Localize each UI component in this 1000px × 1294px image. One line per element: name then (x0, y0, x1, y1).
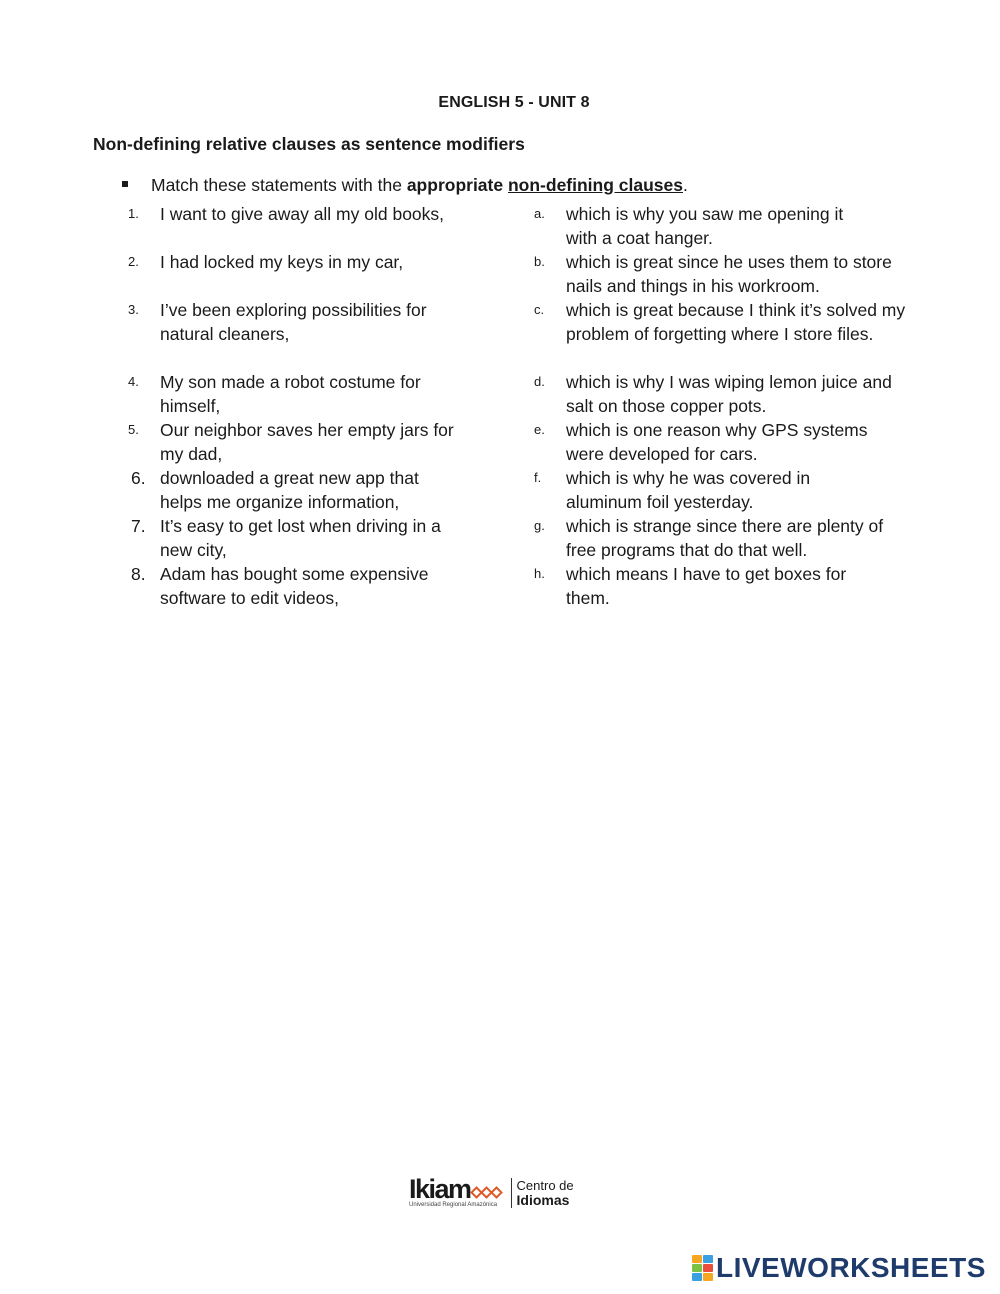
clause-text: which is great because I think it’s solved my problem of forgetting where I store files. (566, 300, 906, 344)
section-heading: Non-defining relative clauses as sentence modifiers (93, 134, 525, 154)
centro-bottom: Idiomas (516, 1192, 570, 1208)
logo-divider (511, 1178, 512, 1208)
statement-text: I had locked my keys in my car, (160, 252, 404, 272)
liveworksheets-blocks-icon (692, 1255, 713, 1281)
statement-number: 8. (131, 564, 146, 584)
clause-text: which is why I was wiping lemon juice and salt on those copper pots. (566, 372, 892, 416)
instruction-prefix: Match these statements with the (151, 175, 407, 195)
clause-item (534, 514, 901, 562)
statement-text: downloaded a great new app that helps me organize information, (160, 468, 419, 512)
statement-number: 2. (128, 254, 139, 269)
clause-letter: f. (534, 470, 542, 485)
clause-text: which is why he was covered in aluminum foil yesterday. (566, 468, 811, 512)
clause-text: which is strange since there are plenty of free programs that do that well. (566, 516, 884, 560)
clause-letter: h. (534, 566, 545, 581)
statement-item (128, 466, 460, 514)
clause-letter: g. (534, 518, 545, 533)
ikiam-logo (409, 1175, 574, 1211)
statement-number: 1. (128, 206, 139, 221)
statement-item (128, 202, 444, 226)
centro-top: Centro de (516, 1178, 574, 1193)
statement-text: I want to give away all my old books, (160, 204, 445, 224)
statement-text: Our neighbor saves her empty jars for my dad, (160, 420, 454, 464)
centro-idiomas (517, 1179, 574, 1207)
statement-text: Adam has bought some expensive software to edit videos, (160, 564, 429, 608)
ikiam-pattern-icon (472, 1188, 502, 1197)
clause-item (534, 250, 896, 298)
clause-text: which means I have to get boxes for them. (566, 564, 847, 608)
statement-item (128, 562, 460, 610)
liveworksheets-logo (692, 1252, 986, 1284)
statement-number: 5. (128, 422, 139, 437)
clause-letter: d. (534, 374, 545, 389)
statement-text: It’s easy to get lost when driving in a new city, (160, 516, 441, 560)
page-title: ENGLISH 5 - UNIT 8 (438, 94, 590, 111)
clause-item (534, 202, 876, 250)
instruction (122, 175, 688, 196)
clause-letter: c. (534, 302, 545, 317)
statement-number: 7. (131, 516, 146, 536)
clause-text: which is great since he uses them to store nails and things in his workroom. (566, 252, 892, 296)
clause-text: which is why you saw me opening it with a coat hanger. (566, 204, 844, 248)
clause-item (534, 418, 901, 466)
statement-number: 6. (131, 468, 146, 488)
liveworksheets-brand: LIVEWORKSHEETS (716, 1252, 986, 1283)
instruction-suffix: . (683, 175, 688, 195)
statement-item (128, 250, 403, 274)
statement-item (128, 370, 450, 418)
ikiam-wordmark (409, 1174, 506, 1209)
statement-number: 3. (128, 302, 139, 317)
clause-letter: e. (534, 422, 545, 437)
clause-item (534, 562, 876, 610)
clause-item (534, 298, 906, 346)
instruction-bold: appropriate (406, 175, 504, 195)
bullet-icon (122, 181, 128, 187)
ikiam-tagline: Universidad Regional Amazónica (409, 1202, 498, 1208)
statement-item (128, 298, 460, 346)
ikiam-name: Ikiam (409, 1174, 471, 1204)
clause-item (534, 370, 896, 418)
clause-text: which is one reason why GPS systems were developed for cars. (566, 420, 868, 464)
statement-number: 4. (128, 374, 139, 389)
statement-text: I’ve been exploring possibilities for natural cleaners, (160, 300, 427, 344)
statement-text: My son made a robot costume for himself, (160, 372, 421, 416)
instruction-underlined: non-defining clauses (507, 175, 684, 195)
clause-item (534, 466, 856, 514)
statement-item (128, 514, 470, 562)
clause-letter: b. (534, 254, 545, 269)
statement-item (128, 418, 480, 466)
clause-letter: a. (534, 206, 545, 221)
